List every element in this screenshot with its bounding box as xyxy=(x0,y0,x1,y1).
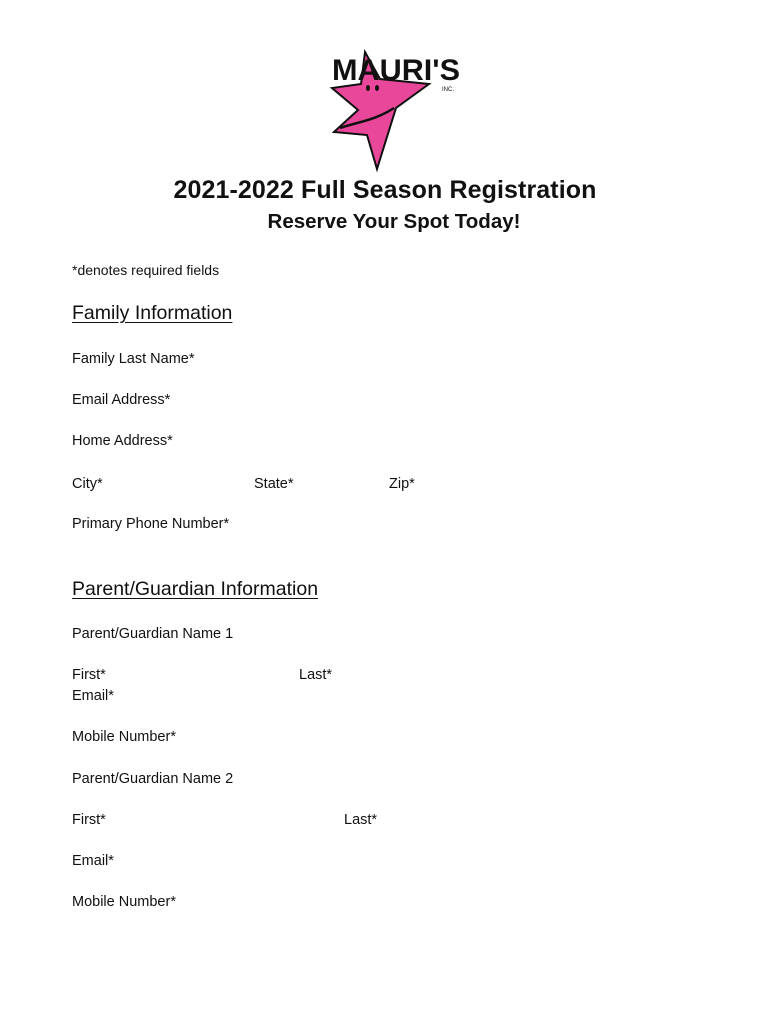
star-logo-graphic xyxy=(328,48,464,174)
page-title: 2021-2022 Full Season Registration xyxy=(173,176,597,204)
family-last-name-field[interactable]: Family Last Name* xyxy=(72,351,195,367)
logo-suffix: INC. xyxy=(442,87,454,93)
guardian-2-first-field[interactable]: First* xyxy=(72,812,106,828)
guardian-1-email-field[interactable]: Email* xyxy=(72,688,114,704)
zip-field[interactable]: Zip* xyxy=(389,476,415,492)
city-field[interactable]: City* xyxy=(72,476,103,492)
guardian-2-label: Parent/Guardian Name 2 xyxy=(72,771,234,787)
logo-wordmark: MAURI'S xyxy=(332,54,460,87)
page-subtitle: Reserve Your Spot Today! xyxy=(267,210,521,233)
company-logo xyxy=(328,48,464,174)
guardian-1-first-field[interactable]: First* xyxy=(72,667,106,683)
email-address-field[interactable]: Email Address* xyxy=(72,392,171,408)
family-information-heading: Family Information xyxy=(72,302,233,324)
home-address-field[interactable]: Home Address* xyxy=(72,433,173,449)
guardian-2-last-field[interactable]: Last* xyxy=(344,812,378,828)
guardian-1-mobile-field[interactable]: Mobile Number* xyxy=(72,729,176,745)
guardian-1-last-field[interactable]: Last* xyxy=(299,667,333,683)
guardian-1-label: Parent/Guardian Name 1 xyxy=(72,626,234,642)
guardian-information-heading: Parent/Guardian Information xyxy=(72,578,319,600)
primary-phone-field[interactable]: Primary Phone Number* xyxy=(72,516,230,532)
guardian-2-mobile-field[interactable]: Mobile Number* xyxy=(72,894,176,910)
required-fields-note: *denotes required fields xyxy=(72,262,220,278)
guardian-2-email-field[interactable]: Email* xyxy=(72,853,114,869)
state-field[interactable]: State* xyxy=(254,476,294,492)
